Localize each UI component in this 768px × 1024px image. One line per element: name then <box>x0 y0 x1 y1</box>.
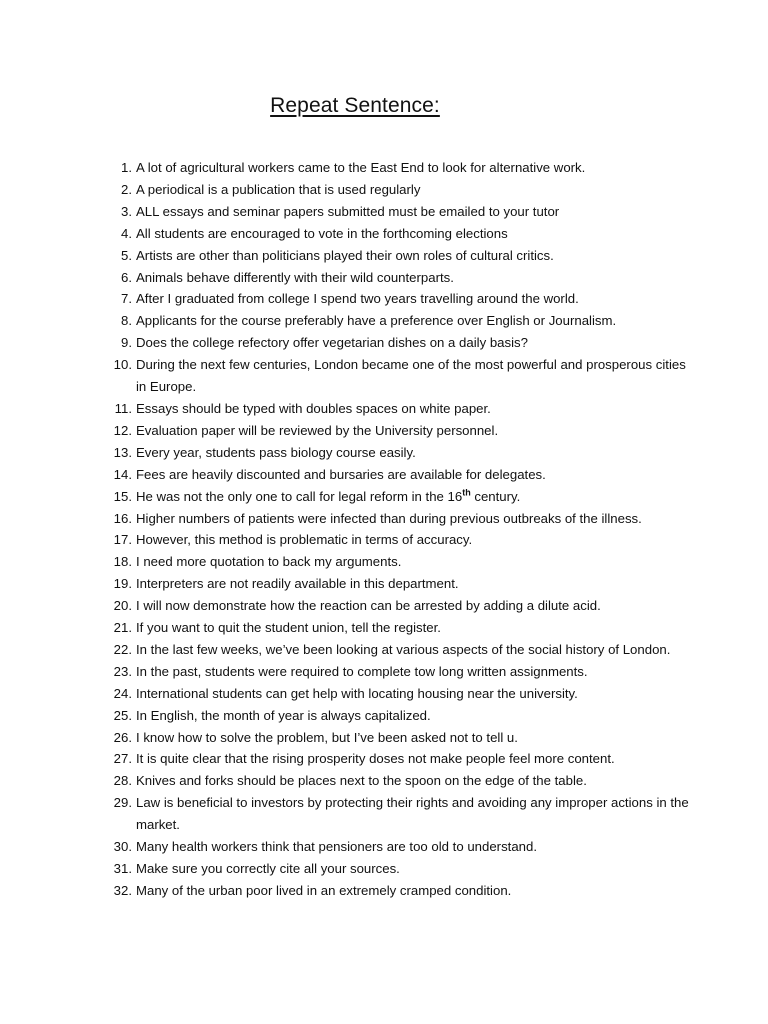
item-number: 10. <box>113 357 132 373</box>
item-number: 6. <box>121 269 132 285</box>
item-text: Many of the urban poor lived in an extremely cramped condition. <box>136 882 512 898</box>
list-item <box>0 880 696 902</box>
item-number: 29. <box>113 795 132 811</box>
list-item <box>0 858 696 880</box>
item-text: Applicants for the course preferably have a preference over English or Journalism. <box>136 313 617 329</box>
item-text: Animals behave differently with their wild counterparts. <box>136 269 454 285</box>
item-number: 19. <box>113 576 132 592</box>
item-text: However, this method is problematic in terms of accuracy. <box>136 532 473 548</box>
item-number: 23. <box>113 663 132 679</box>
list-item <box>0 551 696 573</box>
item-number: 1. <box>121 160 132 175</box>
list-item <box>0 464 696 486</box>
item-number: 32. <box>113 882 132 898</box>
item-text: Every year, students pass biology course easily. <box>136 444 416 460</box>
list-item <box>0 705 696 727</box>
item-text: Knives and forks should be places next to the spoon on the edge of the table. <box>136 773 587 789</box>
item-number: 12. <box>113 422 132 438</box>
item-text: Essays should be typed with doubles spaces on white paper. <box>136 400 491 416</box>
list-item <box>0 508 696 530</box>
item-text: Many health workers think that pensioners are too old to understand. <box>136 839 537 855</box>
item-number: 25. <box>113 707 132 723</box>
item-number: 18. <box>113 554 132 570</box>
list-item <box>0 420 696 442</box>
item-text: Evaluation paper will be reviewed by the University personnel. <box>136 422 499 438</box>
list-item <box>0 157 696 179</box>
sentence-list <box>0 157 696 902</box>
item-number: 26. <box>113 729 132 745</box>
list-item <box>0 595 696 617</box>
list-item <box>0 332 696 354</box>
list-item <box>0 792 696 836</box>
item-text: I know how to solve the problem, but I’ve been asked not to tell u. <box>136 729 518 745</box>
list-item <box>0 223 696 245</box>
item-text <box>136 486 696 508</box>
list-item <box>0 179 696 201</box>
item-text: Does the college refectory offer vegetarian dishes on a daily basis? <box>136 335 528 351</box>
item-number: 7. <box>121 291 132 307</box>
list-item <box>0 573 696 595</box>
item-number: 3. <box>121 203 132 219</box>
item-text: I will now demonstrate how the reaction can be arrested by adding a dilute acid. <box>136 598 601 614</box>
item-number: 14. <box>113 466 132 482</box>
list-item <box>0 683 696 705</box>
list-item <box>0 617 696 639</box>
item-number: 20. <box>113 598 132 614</box>
list-item <box>0 288 696 310</box>
item-text: In English, the month of year is always capitalized. <box>136 707 431 723</box>
item-text: In the past, students were required to complete tow long written assignments. <box>136 663 588 679</box>
item-text: Higher numbers of patients were infected than during previous outbreaks of the illness. <box>136 510 642 526</box>
list-item <box>0 486 696 508</box>
list-item <box>0 267 696 289</box>
item-text: If you want to quit the student union, tell the register. <box>136 620 441 636</box>
item-number: 21. <box>113 620 132 636</box>
list-item <box>0 727 696 749</box>
item-number: 22. <box>113 641 132 657</box>
item-text: All students are encouraged to vote in the forthcoming elections <box>136 225 508 241</box>
item-text: Make sure you correctly cite all your sources. <box>136 861 400 876</box>
list-item <box>0 398 696 420</box>
item-text-part: He was not the only one to call for legal reform in the 16 <box>136 488 463 504</box>
item-number: 16. <box>113 510 132 526</box>
item-number: 8. <box>121 313 132 329</box>
list-item <box>0 836 696 858</box>
list-item <box>0 442 696 464</box>
item-text: Fees are heavily discounted and bursaries are available for delegates. <box>136 466 546 482</box>
item-number: 5. <box>121 247 132 263</box>
item-number: 30. <box>113 839 132 855</box>
item-number: 9. <box>121 335 132 351</box>
list-item <box>0 310 696 332</box>
list-item <box>0 770 696 792</box>
item-text: ALL essays and seminar papers submitted must be emailed to your tutor <box>136 203 560 219</box>
item-number: 17. <box>113 532 132 548</box>
item-text: Law is beneficial to investors by protecting their rights and avoiding any improper actions in the market. <box>136 795 689 833</box>
item-text: A periodical is a publication that is used regularly <box>136 181 421 197</box>
item-number: 24. <box>113 685 132 701</box>
item-text: In the last few weeks, we’ve been looking at various aspects of the social history of London. <box>136 641 671 657</box>
list-item <box>0 201 696 223</box>
list-item <box>0 245 696 267</box>
item-text: Interpreters are not readily available in this department. <box>136 576 459 592</box>
item-text: During the next few centuries, London became one of the most powerful and prosperous cities in Europe. <box>136 357 686 395</box>
list-item <box>0 661 696 683</box>
item-number: 28. <box>113 773 132 789</box>
item-number: 13. <box>113 444 132 460</box>
item-number: 27. <box>113 751 132 767</box>
item-text: International students can get help with locating housing near the university. <box>136 685 578 701</box>
item-number: 15. <box>113 488 132 504</box>
item-number: 31. <box>113 861 132 876</box>
item-text: I need more quotation to back my arguments. <box>136 554 402 570</box>
item-text: Artists are other than politicians played their own roles of cultural critics. <box>136 247 554 263</box>
item-number: 11. <box>114 400 132 416</box>
page-title: Repeat Sentence: <box>270 94 440 117</box>
item-number: 2. <box>121 181 132 197</box>
item-text: It is quite clear that the rising prosperity doses not make people feel more content. <box>136 751 615 767</box>
list-item <box>0 748 696 770</box>
list-item <box>0 354 696 398</box>
item-text: A lot of agricultural workers came to the East End to look for alternative work. <box>136 160 586 175</box>
list-item <box>0 639 696 661</box>
item-text-part: century. <box>470 488 521 504</box>
ordinal-superscript: th <box>462 487 471 498</box>
item-number: 4. <box>121 225 132 241</box>
list-item <box>0 529 696 551</box>
item-text: After I graduated from college I spend two years travelling around the world. <box>136 291 579 307</box>
